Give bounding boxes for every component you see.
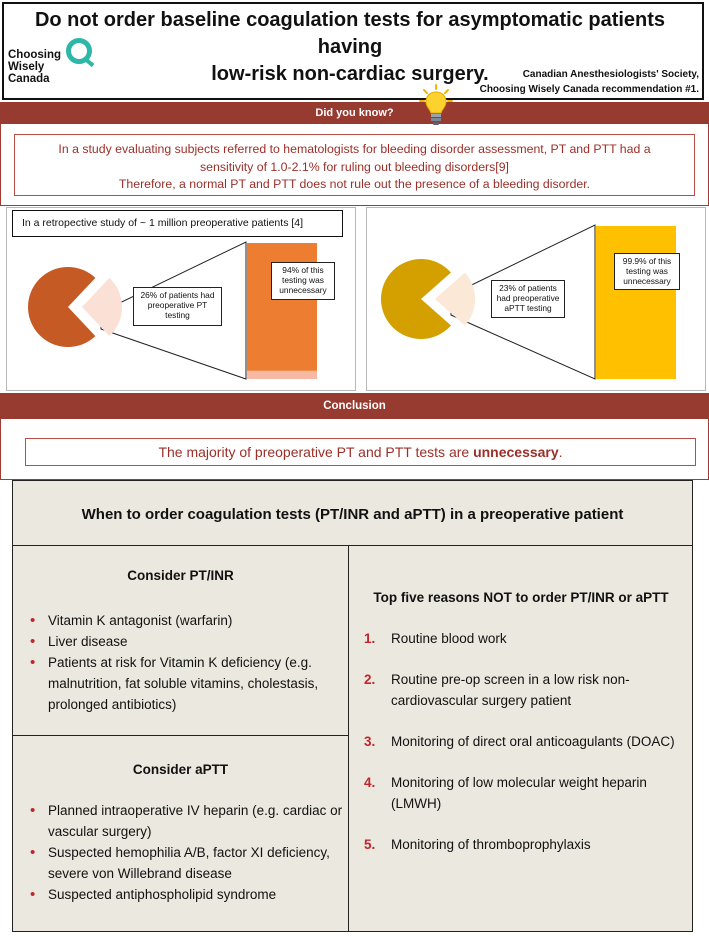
reasons-list — [362, 628, 687, 875]
list-item: • Liver disease — [26, 631, 346, 652]
title-line-1: Do not order baseline coagulation tests for asymptomatic patients having — [34, 9, 666, 58]
dyk-line-1: In a study evaluating subjects referred to hematologists for bleeding disorder assessment, PT and PTT had a — [58, 142, 651, 156]
logo-ring-icon — [66, 38, 92, 64]
did-you-know-heading: Did you know? — [0, 102, 709, 124]
list-item: • Patients at risk for Vitamin K deficiency (e.g. malnutrition, fat soluble vitamins, cholestasis, prolonged antibiotics) — [26, 652, 346, 715]
did-you-know-text — [14, 134, 695, 196]
lightbulb-icon — [419, 84, 453, 128]
reason-item — [362, 772, 687, 814]
reason-number: 5. — [364, 837, 376, 852]
list-item: • Planned intraoperative IV heparin (e.g. cardiac or vascular surgery) — [26, 800, 346, 842]
choosing-wisely-logo — [8, 49, 61, 85]
conclusion-emphasis: unnecessary — [473, 444, 559, 460]
aptt-bar-unnecessary — [596, 226, 676, 379]
aptt-unnecessary-callout: 99.9% of this testing was unnecessary — [614, 253, 680, 290]
conclusion-text — [25, 438, 696, 466]
reason-item — [362, 669, 687, 711]
study-label: In a retropective study of ~ 1 million preoperative patients [4] — [12, 210, 343, 237]
guide-title: When to order coagulation tests (PT/INR and aPTT) in a preoperative patient — [12, 480, 693, 546]
reason-number: 3. — [364, 734, 376, 749]
pt-pie-tested-slice — [82, 278, 122, 336]
logo-line-3: Canada — [8, 73, 50, 85]
pt-inr-list — [26, 610, 346, 715]
source-citation — [480, 67, 699, 97]
source-line-1: Canadian Anesthesiologists' Society, — [522, 69, 699, 80]
reason-text: Monitoring of thromboprophylaxis — [391, 837, 591, 852]
conclusion-text-end: . — [558, 444, 563, 460]
reason-number: 4. — [364, 775, 376, 790]
dyk-line-2: sensitivity of 1.0-2.1% for ruling out bleeding disorders[9] — [200, 159, 509, 174]
conclusion-text-start: The majority of preoperative PT and PTT tests are — [158, 444, 474, 460]
logo-line-1: Choosing — [8, 49, 62, 61]
pt-bar-necessary — [247, 371, 317, 379]
reason-item — [362, 834, 687, 855]
list-item: • Suspected hemophilia A/B, factor XI deficiency, severe von Willebrand disease — [26, 842, 346, 884]
list-item: • Vitamin K antagonist (warfarin) — [26, 610, 346, 631]
pt-inr-heading: Consider PT/INR — [127, 568, 234, 583]
reason-item — [362, 628, 687, 649]
logo-line-2: Wisely — [8, 61, 45, 73]
title-line-2: low-risk non-cardiac surgery. — [211, 63, 489, 85]
pt-unnecessary-callout: 94% of this testing was unnecessary — [271, 262, 335, 300]
reason-text: Routine pre-op screen in a low risk non-cardiovascular surgery patient — [391, 672, 630, 708]
pt-tested-callout: 26% of patients had preoperative PT testing — [133, 287, 222, 326]
aptt-list — [26, 800, 346, 905]
conclusion-heading: Conclusion — [0, 393, 709, 419]
list-item: • Suspected antiphospholipid syndrome — [26, 884, 346, 905]
row-divider — [12, 735, 349, 736]
source-line-2: Choosing Wisely Canada recommendation #1. — [479, 84, 699, 95]
reason-text: Routine blood work — [391, 631, 507, 646]
reason-number: 2. — [364, 672, 376, 687]
reason-item — [362, 731, 687, 752]
dyk-line-3: Therefore, a normal PT and PTT does not rule out the presence of a bleeding disorder. — [118, 177, 591, 191]
reason-text: Monitoring of low molecular weight heparin (LMWH) — [391, 775, 647, 811]
reason-text: Monitoring of direct oral anticoagulants (DOAC) — [391, 734, 675, 749]
aptt-tested-callout: 23% of patients had preoperative aPTT testing — [491, 280, 565, 318]
reasons-heading: Top five reasons NOT to order PT/INR or aPTT — [373, 590, 669, 605]
aptt-heading: Consider aPTT — [132, 762, 229, 777]
reason-number: 1. — [364, 631, 376, 646]
